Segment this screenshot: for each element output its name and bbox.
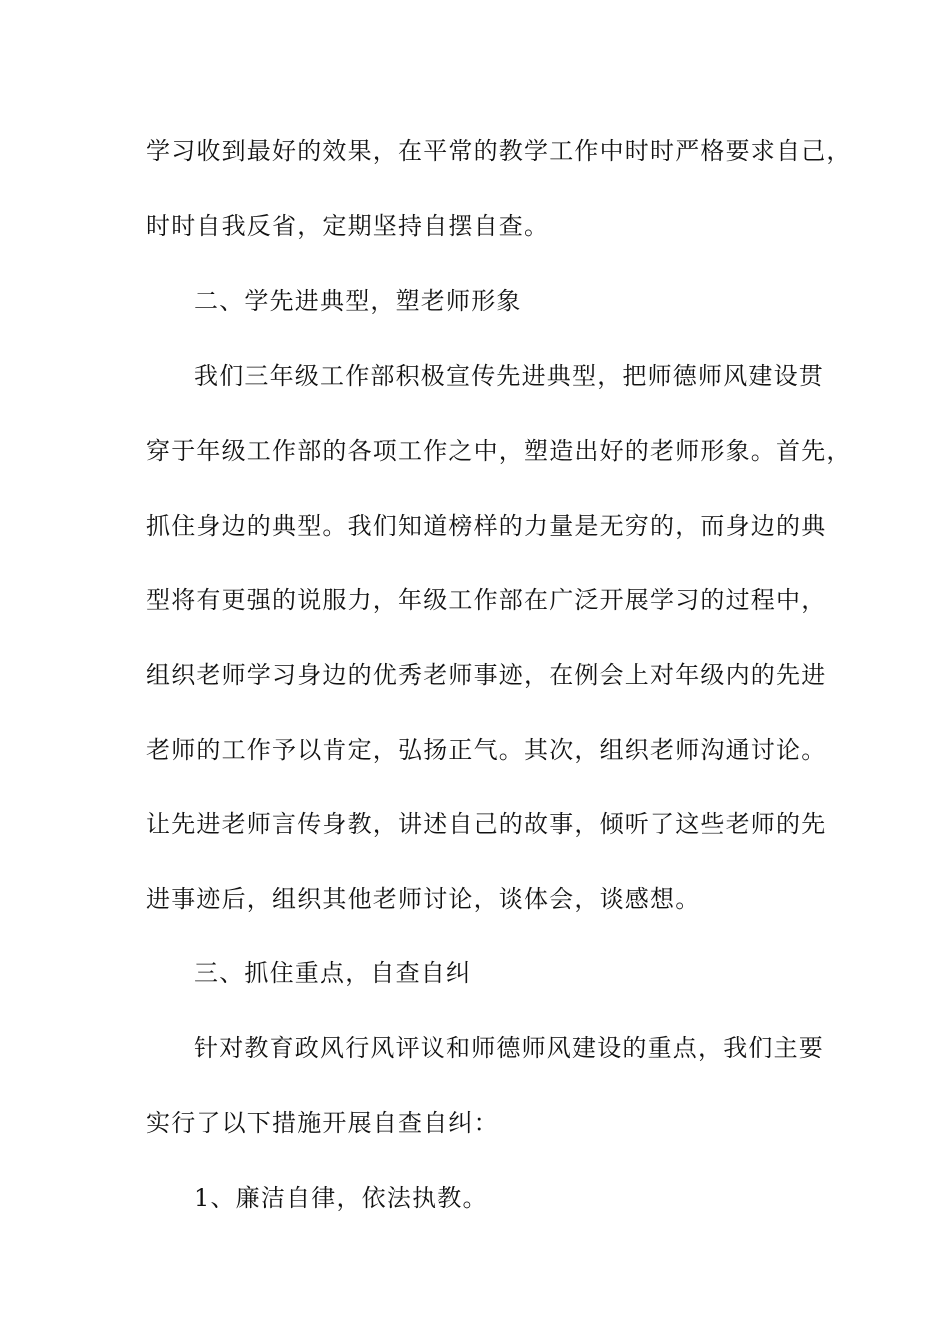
text-line: 实行了以下措施开展自查自纠： <box>146 1109 499 1137</box>
text-line: 进事迹后，组织其他老师讨论，谈体会，谈感想。 <box>146 885 701 913</box>
list-item: 1、廉洁自律，依法执教。 <box>194 1184 488 1212</box>
text-line: 学习收到最好的效果，在平常的教学工作中时时严格要求自己， <box>146 137 852 165</box>
text-line: 组织老师学习身边的优秀老师事迹，在例会上对年级内的先进 <box>146 661 827 689</box>
text-line: 老师的工作予以肯定，弘扬正气。其次，组织老师沟通讨论。 <box>146 736 827 764</box>
text-line: 时时自我反省，定期坚持自摆自查。 <box>146 212 550 240</box>
text-line: 抓住身边的典型。我们知道榜样的力量是无穷的，而身边的典 <box>146 512 827 540</box>
text-line: 针对教育政风行风评议和师德师风建设的重点，我们主要 <box>194 1034 824 1062</box>
text-line: 让先进老师言传身教，讲述自己的故事，倾听了这些老师的先 <box>146 810 827 838</box>
text-line: 型将有更强的说服力，年级工作部在广泛开展学习的过程中， <box>146 586 827 614</box>
section-heading: 三、抓住重点，自查自纠 <box>194 959 472 987</box>
text-line: 我们三年级工作部积极宣传先进典型，把师德师风建设贯 <box>194 362 824 390</box>
text-line: 穿于年级工作部的各项工作之中，塑造出好的老师形象。首先， <box>146 437 852 465</box>
section-heading: 二、学先进典型，塑老师形象 <box>194 287 522 315</box>
